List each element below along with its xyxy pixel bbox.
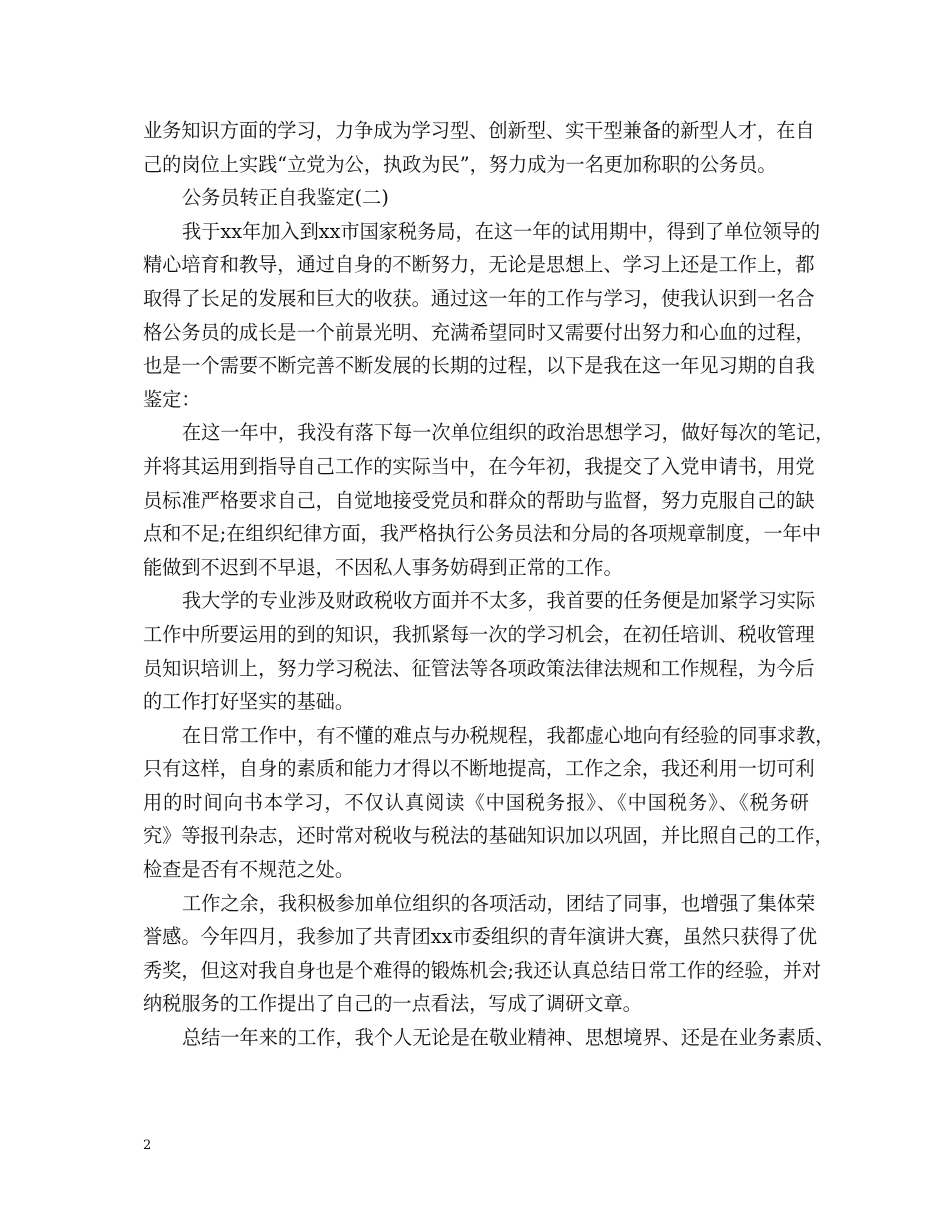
text-line: 也是一个需要不断完善不断发展的长期的过程，以下是我在这一年见习期的自我 <box>143 354 815 378</box>
text-line: 点和不足;在组织纪律方面，我严格执行公务员法和分局的各项规章制度，一年中 <box>143 522 822 546</box>
text-line: 检查是否有不规范之处。 <box>143 858 355 882</box>
text-line: 精心培育和教导，通过自身的不断努力，无论是思想上、学习上还是工作上，都 <box>143 253 815 277</box>
text-line: 我大学的专业涉及财政税收方面并不太多，我首要的任务便是加紧学习实际 <box>182 589 816 613</box>
text-line: 只有这样，自身的素质和能力才得以不断地提高，工作之余，我还利用一切可利 <box>143 757 815 781</box>
text-line: 格公务员的成长是一个前景光明、充满希望同时又需要付出努力和心血的过程， <box>143 320 815 344</box>
text-line: 己的岗位上实践“立党为公，执政为民”，努力成为一名更加称职的公务员。 <box>143 152 777 176</box>
text-line: 用的时间向书本学习，不仅认真阅读《中国税务报》、《中国税务》、《税务研 <box>143 790 809 814</box>
text-line: 工作之余，我积极参加单位组织的各项活动，团结了同事，也增强了集体荣 <box>182 891 816 915</box>
text-line: 在日常工作中，有不懂的难点与办税规程，我都虚心地向有经验的同事求教， <box>182 723 835 747</box>
text-line: 能做到不迟到不早退，不因私人事务妨碍到正常的工作。 <box>143 555 623 579</box>
text-line: 公务员转正自我鉴定(二) <box>182 186 389 210</box>
text-line: 并将其运用到指导自己工作的实际当中，在今年初，我提交了入党申请书，用党 <box>143 454 815 478</box>
text-line: 的工作打好坚实的基础。 <box>143 690 355 714</box>
text-line: 究》等报刊杂志，还时常对税收与税法的基础知识加以巩固，并比照自己的工作， <box>143 824 834 848</box>
text-line: 我于xx年加入到xx市国家税务局，在这一年的试用期中，得到了单位领导的 <box>182 219 821 243</box>
text-line: 纳税服务的工作提出了自己的一点看法，写成了调研文章。 <box>143 992 642 1016</box>
text-line: 秀奖，但这对我自身也是个难得的锻炼机会;我还认真总结日常工作的经验，并对 <box>143 958 822 982</box>
text-line: 员标准严格要求自己，自觉地接受党员和群众的帮助与监督，努力克服自己的缺 <box>143 488 815 512</box>
text-line: 誉感。今年四月，我参加了共青团xx市委组织的青年演讲大赛，虽然只获得了优 <box>143 925 818 949</box>
page-number: 2 <box>143 1138 152 1153</box>
text-line: 业务知识方面的学习，力争成为学习型、创新型、实干型兼备的新型人才，在自 <box>143 119 815 142</box>
text-line: 取得了长足的发展和巨大的收获。通过这一年的工作与学习，使我认识到一名合 <box>143 286 815 310</box>
text-line: 在这一年中，我没有落下每一次单位组织的政治思想学习，做好每次的笔记， <box>182 421 835 445</box>
text-line: 总结一年来的工作，我个人无论是在敬业精神、思想境界、还是在业务素质、 <box>182 1026 835 1050</box>
text-line: 员知识培训上，努力学习税法、征管法等各项政策法律法规和工作规程，为今后 <box>143 656 815 680</box>
text-line: 工作中所要运用的到的知识，我抓紧每一次的学习机会，在初任培训、税收管理 <box>143 622 815 646</box>
text-line: 鉴定： <box>143 387 201 411</box>
body-text <box>143 114 835 1055</box>
